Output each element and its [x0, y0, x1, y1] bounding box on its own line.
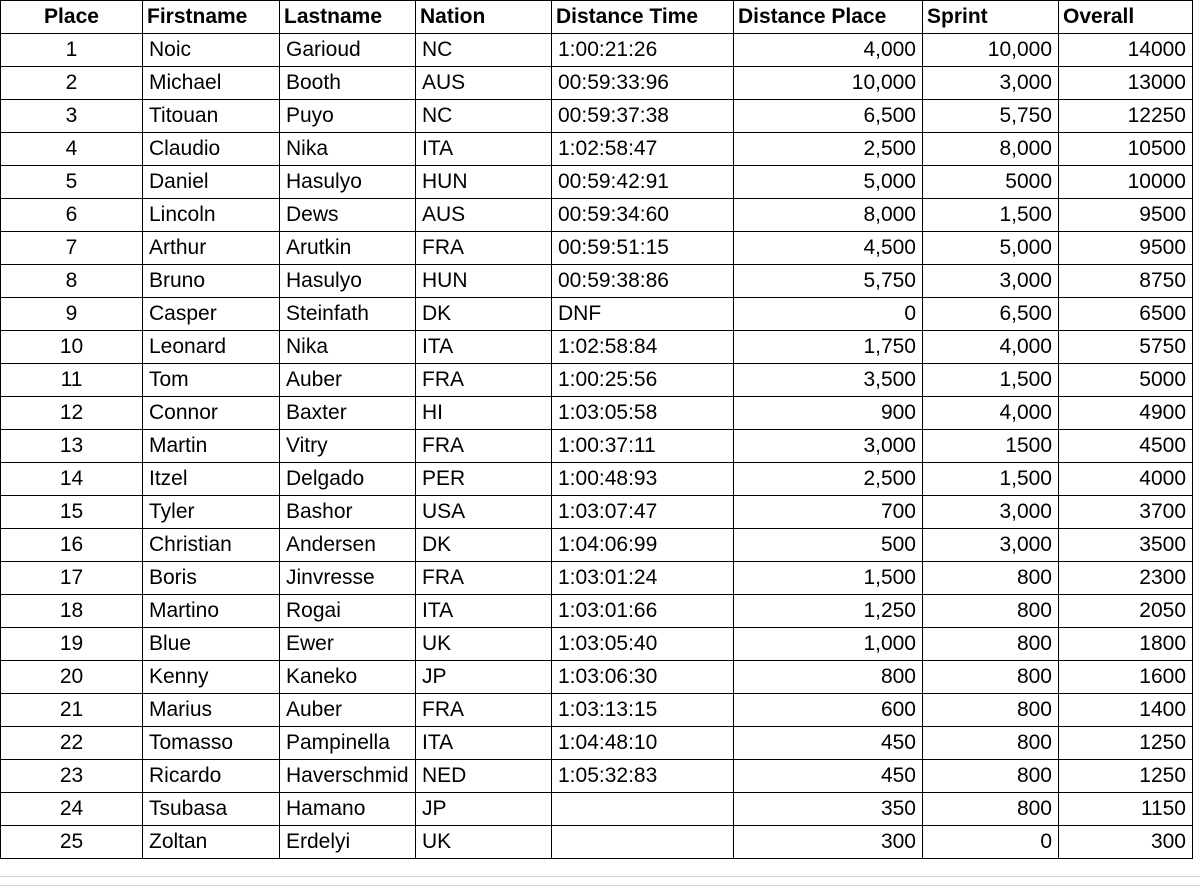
cell-place[interactable]: 19 — [1, 628, 143, 661]
cell-place[interactable]: 21 — [1, 694, 143, 727]
cell-overall[interactable]: 9500 — [1059, 199, 1193, 232]
cell-place[interactable]: 4 — [1, 133, 143, 166]
cell-overall[interactable]: 4900 — [1059, 397, 1193, 430]
cell-lastname[interactable]: Booth — [280, 67, 416, 100]
cell-distance-time[interactable]: 1:03:07:47 — [552, 496, 734, 529]
cell-overall[interactable]: 2050 — [1059, 595, 1193, 628]
cell-distance-time[interactable]: 00:59:38:86 — [552, 265, 734, 298]
cell-lastname[interactable]: Erdelyi — [280, 826, 416, 859]
cell-overall[interactable]: 8750 — [1059, 265, 1193, 298]
cell-place[interactable]: 13 — [1, 430, 143, 463]
cell-distance-place[interactable]: 6,500 — [734, 100, 923, 133]
table-row — [1, 100, 1193, 133]
cell-distance-place[interactable]: 1,500 — [734, 562, 923, 595]
cell-distance-place[interactable]: 1,000 — [734, 628, 923, 661]
cell-firstname[interactable]: Tom — [143, 364, 280, 397]
cell-nation[interactable]: USA — [416, 496, 552, 529]
cell-place[interactable]: 22 — [1, 727, 143, 760]
cell-distance-place[interactable]: 0 — [734, 298, 923, 331]
table-row — [1, 430, 1193, 463]
cell-overall[interactable]: 10500 — [1059, 133, 1193, 166]
cell-lastname[interactable]: Hasulyo — [280, 265, 416, 298]
table-row — [1, 760, 1193, 793]
cell-distance-place[interactable]: 450 — [734, 760, 923, 793]
cell-firstname[interactable]: Boris — [143, 562, 280, 595]
cell-overall[interactable]: 10000 — [1059, 166, 1193, 199]
cell-overall[interactable]: 6500 — [1059, 298, 1193, 331]
cell-distance-time[interactable]: 1:03:01:24 — [552, 562, 734, 595]
cell-nation[interactable]: DK — [416, 529, 552, 562]
cell-nation[interactable]: NC — [416, 100, 552, 133]
table-row — [1, 67, 1193, 100]
header-lastname[interactable]: Lastname — [280, 1, 416, 34]
cell-sprint[interactable]: 800 — [923, 694, 1059, 727]
cell-distance-place[interactable]: 4,000 — [734, 34, 923, 67]
table-row — [1, 727, 1193, 760]
table-row — [1, 496, 1193, 529]
cell-firstname[interactable]: Leonard — [143, 331, 280, 364]
cell-distance-place[interactable]: 350 — [734, 793, 923, 826]
cell-sprint[interactable]: 800 — [923, 628, 1059, 661]
cell-nation[interactable]: PER — [416, 463, 552, 496]
table-row — [1, 232, 1193, 265]
cell-distance-time[interactable]: 1:02:58:47 — [552, 133, 734, 166]
cell-sprint[interactable]: 1,500 — [923, 364, 1059, 397]
cell-nation[interactable]: ITA — [416, 133, 552, 166]
header-sprint[interactable]: Sprint — [923, 1, 1059, 34]
cell-distance-place[interactable]: 5,000 — [734, 166, 923, 199]
cell-lastname[interactable]: Vitry — [280, 430, 416, 463]
cell-lastname[interactable]: Baxter — [280, 397, 416, 430]
cell-sprint[interactable]: 1,500 — [923, 463, 1059, 496]
cell-overall[interactable]: 3500 — [1059, 529, 1193, 562]
cell-distance-place[interactable]: 900 — [734, 397, 923, 430]
cell-firstname[interactable]: Tsubasa — [143, 793, 280, 826]
sheet-gridline — [0, 876, 1200, 877]
cell-firstname[interactable]: Claudio — [143, 133, 280, 166]
cell-nation[interactable]: HI — [416, 397, 552, 430]
cell-sprint[interactable]: 3,000 — [923, 529, 1059, 562]
cell-sprint[interactable]: 800 — [923, 760, 1059, 793]
cell-distance-place[interactable]: 800 — [734, 661, 923, 694]
cell-firstname[interactable]: Christian — [143, 529, 280, 562]
cell-nation[interactable]: ITA — [416, 331, 552, 364]
cell-sprint[interactable]: 4,000 — [923, 397, 1059, 430]
header-nation[interactable]: Nation — [416, 1, 552, 34]
cell-nation[interactable]: FRA — [416, 694, 552, 727]
cell-firstname[interactable]: Noic — [143, 34, 280, 67]
cell-nation[interactable]: JP — [416, 793, 552, 826]
table-row — [1, 628, 1193, 661]
cell-overall[interactable]: 9500 — [1059, 232, 1193, 265]
cell-lastname[interactable]: Kaneko — [280, 661, 416, 694]
cell-lastname[interactable]: Bashor — [280, 496, 416, 529]
cell-nation[interactable]: FRA — [416, 562, 552, 595]
cell-place[interactable]: 10 — [1, 331, 143, 364]
cell-distance-place[interactable]: 10,000 — [734, 67, 923, 100]
cell-place[interactable]: 12 — [1, 397, 143, 430]
table-row — [1, 364, 1193, 397]
cell-place[interactable]: 20 — [1, 661, 143, 694]
cell-lastname[interactable]: Rogai — [280, 595, 416, 628]
cell-nation[interactable]: AUS — [416, 199, 552, 232]
table-row — [1, 298, 1193, 331]
header-place[interactable]: Place — [1, 1, 143, 34]
cell-firstname[interactable]: Kenny — [143, 661, 280, 694]
cell-lastname[interactable]: Dews — [280, 199, 416, 232]
cell-distance-time[interactable]: 1:03:01:66 — [552, 595, 734, 628]
cell-distance-time[interactable]: 1:03:06:30 — [552, 661, 734, 694]
cell-sprint[interactable]: 5000 — [923, 166, 1059, 199]
cell-firstname[interactable]: Itzel — [143, 463, 280, 496]
table-row — [1, 793, 1193, 826]
cell-distance-place[interactable]: 3,500 — [734, 364, 923, 397]
table-row — [1, 331, 1193, 364]
table-row — [1, 826, 1193, 859]
table-row — [1, 265, 1193, 298]
table-row — [1, 595, 1193, 628]
cell-firstname[interactable]: Connor — [143, 397, 280, 430]
cell-overall[interactable]: 5000 — [1059, 364, 1193, 397]
cell-lastname[interactable]: Nika — [280, 331, 416, 364]
cell-overall[interactable]: 2300 — [1059, 562, 1193, 595]
cell-lastname[interactable]: Ewer — [280, 628, 416, 661]
cell-overall[interactable]: 1600 — [1059, 661, 1193, 694]
cell-distance-time[interactable]: 00:59:34:60 — [552, 199, 734, 232]
cell-place[interactable]: 1 — [1, 34, 143, 67]
cell-sprint[interactable]: 3,000 — [923, 67, 1059, 100]
cell-sprint[interactable]: 800 — [923, 793, 1059, 826]
header-overall[interactable]: Overall — [1059, 1, 1193, 34]
table-row — [1, 463, 1193, 496]
cell-overall[interactable]: 12250 — [1059, 100, 1193, 133]
cell-sprint[interactable]: 800 — [923, 595, 1059, 628]
cell-distance-place[interactable]: 600 — [734, 694, 923, 727]
cell-place[interactable]: 23 — [1, 760, 143, 793]
cell-nation[interactable]: ITA — [416, 595, 552, 628]
cell-sprint[interactable]: 5,000 — [923, 232, 1059, 265]
cell-lastname[interactable]: Hasulyo — [280, 166, 416, 199]
cell-distance-time[interactable]: 00:59:42:91 — [552, 166, 734, 199]
header-row — [1, 1, 1193, 34]
cell-distance-time[interactable]: 1:03:05:40 — [552, 628, 734, 661]
table-row — [1, 562, 1193, 595]
cell-distance-place[interactable]: 4,500 — [734, 232, 923, 265]
cell-sprint[interactable]: 800 — [923, 727, 1059, 760]
cell-firstname[interactable]: Marius — [143, 694, 280, 727]
cell-nation[interactable]: HUN — [416, 265, 552, 298]
cell-distance-time[interactable]: 1:04:06:99 — [552, 529, 734, 562]
cell-overall[interactable]: 4000 — [1059, 463, 1193, 496]
cell-overall[interactable]: 13000 — [1059, 67, 1193, 100]
cell-distance-place[interactable]: 8,000 — [734, 199, 923, 232]
cell-lastname[interactable]: Steinfath — [280, 298, 416, 331]
cell-distance-place[interactable]: 700 — [734, 496, 923, 529]
cell-place[interactable]: 5 — [1, 166, 143, 199]
header-firstname[interactable]: Firstname — [143, 1, 280, 34]
cell-lastname[interactable]: Andersen — [280, 529, 416, 562]
cell-overall[interactable]: 3700 — [1059, 496, 1193, 529]
cell-place[interactable]: 6 — [1, 199, 143, 232]
cell-lastname[interactable]: Arutkin — [280, 232, 416, 265]
cell-lastname[interactable]: Haverschmid — [280, 760, 416, 793]
table-row — [1, 199, 1193, 232]
cell-overall[interactable]: 300 — [1059, 826, 1193, 859]
cell-firstname[interactable]: Martin — [143, 430, 280, 463]
cell-distance-time[interactable]: DNF — [552, 298, 734, 331]
cell-sprint[interactable]: 1,500 — [923, 199, 1059, 232]
cell-overall[interactable]: 1250 — [1059, 760, 1193, 793]
cell-place[interactable]: 14 — [1, 463, 143, 496]
cell-distance-time[interactable]: 00:59:51:15 — [552, 232, 734, 265]
header-distance-time[interactable]: Distance Time — [552, 1, 734, 34]
cell-sprint[interactable]: 1500 — [923, 430, 1059, 463]
cell-place[interactable]: 17 — [1, 562, 143, 595]
cell-place[interactable]: 2 — [1, 67, 143, 100]
cell-distance-place[interactable]: 5,750 — [734, 265, 923, 298]
cell-lastname[interactable]: Delgado — [280, 463, 416, 496]
cell-nation[interactable]: JP — [416, 661, 552, 694]
cell-distance-time[interactable]: 1:00:25:56 — [552, 364, 734, 397]
cell-sprint[interactable]: 8,000 — [923, 133, 1059, 166]
table-row — [1, 34, 1193, 67]
cell-sprint[interactable]: 4,000 — [923, 331, 1059, 364]
cell-nation[interactable]: NC — [416, 34, 552, 67]
cell-nation[interactable]: FRA — [416, 430, 552, 463]
cell-lastname[interactable]: Pampinella — [280, 727, 416, 760]
cell-firstname[interactable]: Bruno — [143, 265, 280, 298]
cell-overall[interactable]: 4500 — [1059, 430, 1193, 463]
cell-firstname[interactable]: Michael — [143, 67, 280, 100]
cell-sprint[interactable]: 10,000 — [923, 34, 1059, 67]
cell-distance-place[interactable]: 2,500 — [734, 133, 923, 166]
cell-distance-time[interactable]: 1:05:32:83 — [552, 760, 734, 793]
cell-lastname[interactable]: Nika — [280, 133, 416, 166]
table-row — [1, 133, 1193, 166]
cell-nation[interactable]: ITA — [416, 727, 552, 760]
cell-distance-time[interactable]: 00:59:33:96 — [552, 67, 734, 100]
cell-place[interactable]: 3 — [1, 100, 143, 133]
cell-place[interactable]: 8 — [1, 265, 143, 298]
cell-distance-place[interactable]: 300 — [734, 826, 923, 859]
cell-nation[interactable]: FRA — [416, 232, 552, 265]
table-row — [1, 166, 1193, 199]
cell-nation[interactable]: FRA — [416, 364, 552, 397]
table-row — [1, 529, 1193, 562]
cell-distance-time[interactable]: 1:00:21:26 — [552, 34, 734, 67]
cell-distance-time[interactable]: 1:02:58:84 — [552, 331, 734, 364]
cell-nation[interactable]: DK — [416, 298, 552, 331]
cell-place[interactable]: 9 — [1, 298, 143, 331]
cell-distance-place[interactable]: 2,500 — [734, 463, 923, 496]
cell-distance-time[interactable]: 1:00:48:93 — [552, 463, 734, 496]
cell-distance-time[interactable]: 00:59:37:38 — [552, 100, 734, 133]
table-row — [1, 397, 1193, 430]
cell-distance-time[interactable]: 1:03:05:58 — [552, 397, 734, 430]
cell-sprint[interactable]: 800 — [923, 562, 1059, 595]
cell-lastname[interactable]: Puyo — [280, 100, 416, 133]
cell-overall[interactable]: 14000 — [1059, 34, 1193, 67]
cell-distance-place[interactable]: 450 — [734, 727, 923, 760]
header-distance-place[interactable]: Distance Place — [734, 1, 923, 34]
cell-firstname[interactable]: Casper — [143, 298, 280, 331]
cell-sprint[interactable]: 6,500 — [923, 298, 1059, 331]
cell-overall[interactable]: 1400 — [1059, 694, 1193, 727]
cell-overall[interactable]: 1150 — [1059, 793, 1193, 826]
cell-sprint[interactable]: 3,000 — [923, 265, 1059, 298]
cell-nation[interactable]: NED — [416, 760, 552, 793]
cell-firstname[interactable]: Tyler — [143, 496, 280, 529]
cell-place[interactable]: 15 — [1, 496, 143, 529]
cell-lastname[interactable]: Auber — [280, 364, 416, 397]
cell-place[interactable]: 25 — [1, 826, 143, 859]
table-row — [1, 694, 1193, 727]
cell-firstname[interactable]: Ricardo — [143, 760, 280, 793]
cell-sprint[interactable]: 3,000 — [923, 496, 1059, 529]
cell-sprint[interactable]: 0 — [923, 826, 1059, 859]
cell-place[interactable]: 18 — [1, 595, 143, 628]
cell-overall[interactable]: 5750 — [1059, 331, 1193, 364]
cell-firstname[interactable]: Zoltan — [143, 826, 280, 859]
cell-firstname[interactable]: Titouan — [143, 100, 280, 133]
cell-firstname[interactable]: Martino — [143, 595, 280, 628]
cell-distance-place[interactable]: 1,750 — [734, 331, 923, 364]
cell-place[interactable]: 11 — [1, 364, 143, 397]
cell-overall[interactable]: 1800 — [1059, 628, 1193, 661]
cell-distance-place[interactable]: 1,250 — [734, 595, 923, 628]
cell-distance-time[interactable] — [552, 826, 734, 859]
cell-place[interactable]: 24 — [1, 793, 143, 826]
cell-sprint[interactable]: 800 — [923, 661, 1059, 694]
cell-nation[interactable]: UK — [416, 826, 552, 859]
cell-distance-time[interactable] — [552, 793, 734, 826]
cell-firstname[interactable]: Tomasso — [143, 727, 280, 760]
cell-distance-time[interactable]: 1:04:48:10 — [552, 727, 734, 760]
cell-lastname[interactable]: Jinvresse — [280, 562, 416, 595]
cell-distance-time[interactable]: 1:00:37:11 — [552, 430, 734, 463]
cell-overall[interactable]: 1250 — [1059, 727, 1193, 760]
cell-distance-time[interactable]: 1:03:13:15 — [552, 694, 734, 727]
cell-distance-place[interactable]: 3,000 — [734, 430, 923, 463]
cell-sprint[interactable]: 5,750 — [923, 100, 1059, 133]
cell-place[interactable]: 16 — [1, 529, 143, 562]
cell-nation[interactable]: UK — [416, 628, 552, 661]
cell-nation[interactable]: AUS — [416, 67, 552, 100]
cell-place[interactable]: 7 — [1, 232, 143, 265]
cell-lastname[interactable]: Auber — [280, 694, 416, 727]
cell-lastname[interactable]: Hamano — [280, 793, 416, 826]
cell-firstname[interactable]: Daniel — [143, 166, 280, 199]
cell-firstname[interactable]: Blue — [143, 628, 280, 661]
cell-firstname[interactable]: Lincoln — [143, 199, 280, 232]
cell-nation[interactable]: HUN — [416, 166, 552, 199]
cell-firstname[interactable]: Arthur — [143, 232, 280, 265]
cell-distance-place[interactable]: 500 — [734, 529, 923, 562]
table-row — [1, 661, 1193, 694]
cell-lastname[interactable]: Garioud — [280, 34, 416, 67]
